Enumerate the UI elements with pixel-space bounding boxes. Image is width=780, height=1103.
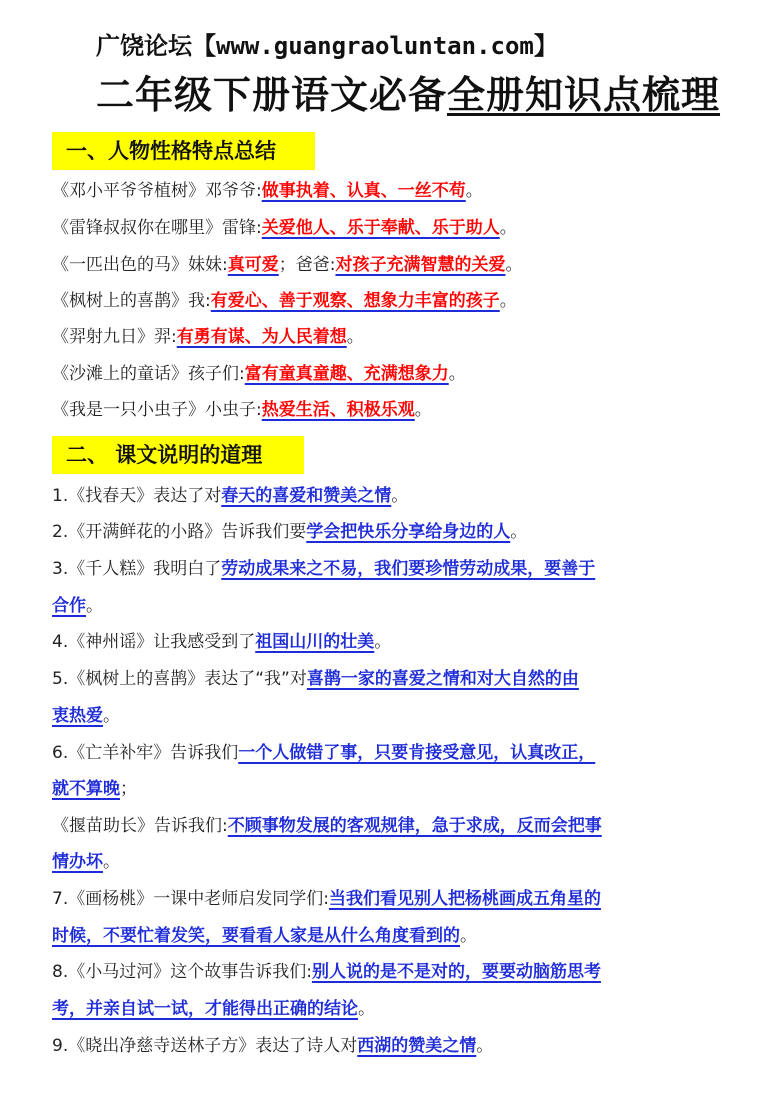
item-suffix: 。 [476, 1036, 494, 1056]
section2-item [52, 627, 752, 652]
item-prefix: 6.《亡羊补牢》告诉我们 [52, 743, 239, 763]
item-suffix: 。 [358, 999, 375, 1019]
item-answer-continuation: 时候，不要忙着发笑，要看看人家是从什么角度看到的 [52, 926, 460, 946]
section1-item [52, 322, 752, 347]
section2-item [52, 517, 752, 542]
section1-item [52, 213, 752, 238]
section2-item [52, 481, 752, 506]
item-suffix: 。 [510, 522, 528, 542]
section2-item-continuation [52, 774, 752, 799]
item-prefix: 《我是一只小虫子》小虫子: [52, 400, 262, 420]
item-suffix: ； [120, 779, 137, 799]
item-middle: ；爸爸: [278, 255, 336, 275]
item-answer: 有勇有谋、为人民着想 [176, 327, 347, 347]
item-answer: 春天的喜爱和赞美之情 [221, 486, 392, 506]
forum-url[interactable]: 【www.guangraoluntan.com】 [192, 32, 558, 60]
item-answer-continuation: 考，并亲自试一试，才能得出正确的结论 [52, 999, 358, 1019]
item-suffix: 。 [414, 400, 432, 420]
item-prefix: 《一匹出色的马》妹妹: [52, 255, 228, 275]
section2-item [52, 554, 752, 579]
item-answer: 有爱心、善于观察、想象力丰富的孩子 [210, 291, 500, 311]
item-suffix: 。 [448, 364, 466, 384]
item-prefix: 9.《晓出净慈寺送林子方》表达了诗人对 [52, 1036, 358, 1056]
item-answer-continuation: 就不算晚 [52, 779, 120, 799]
item-suffix: 。 [460, 926, 477, 946]
item-answer: 劳动成果来之不易，我们要珍惜劳动成果，要善于 [221, 559, 596, 579]
item-suffix: 。 [103, 852, 120, 872]
item-prefix: 7.《画杨桃》一课中老师启发同学们: [52, 889, 329, 909]
item-prefix: 1.《找春天》表达了对 [52, 486, 222, 506]
item-suffix: 。 [103, 706, 120, 726]
item-answer-continuation: 情办坏 [52, 852, 103, 872]
item-answer: 当我们看见别人把杨桃画成五角星的 [328, 889, 601, 909]
item-prefix: 5.《枫树上的喜鹊》表达了“我”对 [52, 669, 307, 689]
item-suffix: 。 [346, 327, 364, 347]
item-answer: 热爱生活、积极乐观 [261, 400, 415, 420]
item-prefix: 《枫树上的喜鹊》我: [52, 291, 211, 311]
item-suffix: 。 [86, 596, 103, 616]
item-answer: 关爱他人、乐于奉献、乐于助人 [261, 218, 500, 238]
item-prefix: 《揠苗助长》告诉我们: [52, 816, 228, 836]
item-prefix: 2.《开满鲜花的小路》告诉我们要 [52, 522, 307, 542]
item-answer: 别人说的是不是对的，要要动脑筋思考 [311, 962, 601, 982]
section2-item [52, 738, 752, 763]
section2-heading: 二、 课文说明的道理 [52, 436, 304, 474]
section2-item-continuation [52, 591, 752, 616]
section2-item-continuation [52, 701, 752, 726]
item-prefix: 《羿射九日》羿: [52, 327, 177, 347]
title-part2: 全册知识点梳理 [447, 73, 721, 117]
page-title [96, 64, 720, 119]
item-suffix: 。 [374, 632, 392, 652]
item-answer-2: 对孩子充满智慧的关爱 [335, 255, 506, 275]
item-suffix: 。 [465, 181, 483, 201]
item-prefix: 《邓小平爷爷植树》邓爷爷: [52, 181, 262, 201]
item-answer: 西湖的赞美之情 [357, 1036, 477, 1056]
item-answer: 祖国山川的壮美 [255, 632, 375, 652]
section2-item-continuation [52, 847, 752, 872]
section1-heading: 一、人物性格特点总结 [52, 132, 315, 170]
item-suffix: 。 [391, 486, 409, 506]
title-part1: 二年级下册语文必备 [96, 73, 448, 117]
section2-item [52, 1031, 752, 1056]
item-prefix: 8.《小马过河》这个故事告诉我们: [52, 962, 312, 982]
item-answer: 喜鹊一家的喜爱之情和对大自然的由 [306, 669, 579, 689]
section2-item [52, 884, 752, 909]
item-suffix: 。 [499, 218, 517, 238]
item-answer-continuation: 合作 [52, 596, 86, 616]
forum-name: 广饶论坛 [96, 32, 192, 60]
section2-item [52, 664, 752, 689]
item-prefix: 3.《千人糕》我明白了 [52, 559, 222, 579]
item-answer: 学会把快乐分享给身边的人 [306, 522, 511, 542]
section1-item [52, 395, 752, 420]
item-prefix: 《沙滩上的童话》孩子们: [52, 364, 245, 384]
forum-header [96, 26, 558, 61]
section1-item [52, 176, 752, 201]
section1-item [52, 359, 752, 384]
section2-item [52, 811, 752, 836]
item-answer: 一个人做错了事，只要肯接受意见，认真改正， [238, 743, 596, 763]
section2-item-continuation [52, 994, 752, 1019]
section2-item-continuation [52, 921, 752, 946]
item-answer: 真可爱 [227, 255, 279, 275]
item-prefix: 4.《神州谣》让我感受到了 [52, 632, 256, 652]
section1-item [52, 286, 752, 311]
item-answer: 不顾事物发展的客观规律，急于求成，反而会把事 [227, 816, 602, 836]
section1-item [52, 250, 752, 275]
section2-item [52, 957, 752, 982]
item-answer: 做事执着、认真、一丝不苟 [261, 181, 466, 201]
item-prefix: 《雷锋叔叔你在哪里》雷锋: [52, 218, 262, 238]
item-suffix: 。 [499, 291, 517, 311]
item-answer-continuation: 衷热爱 [52, 706, 103, 726]
item-answer: 富有童真童趣、充满想象力 [244, 364, 449, 384]
item-suffix: 。 [505, 255, 523, 275]
